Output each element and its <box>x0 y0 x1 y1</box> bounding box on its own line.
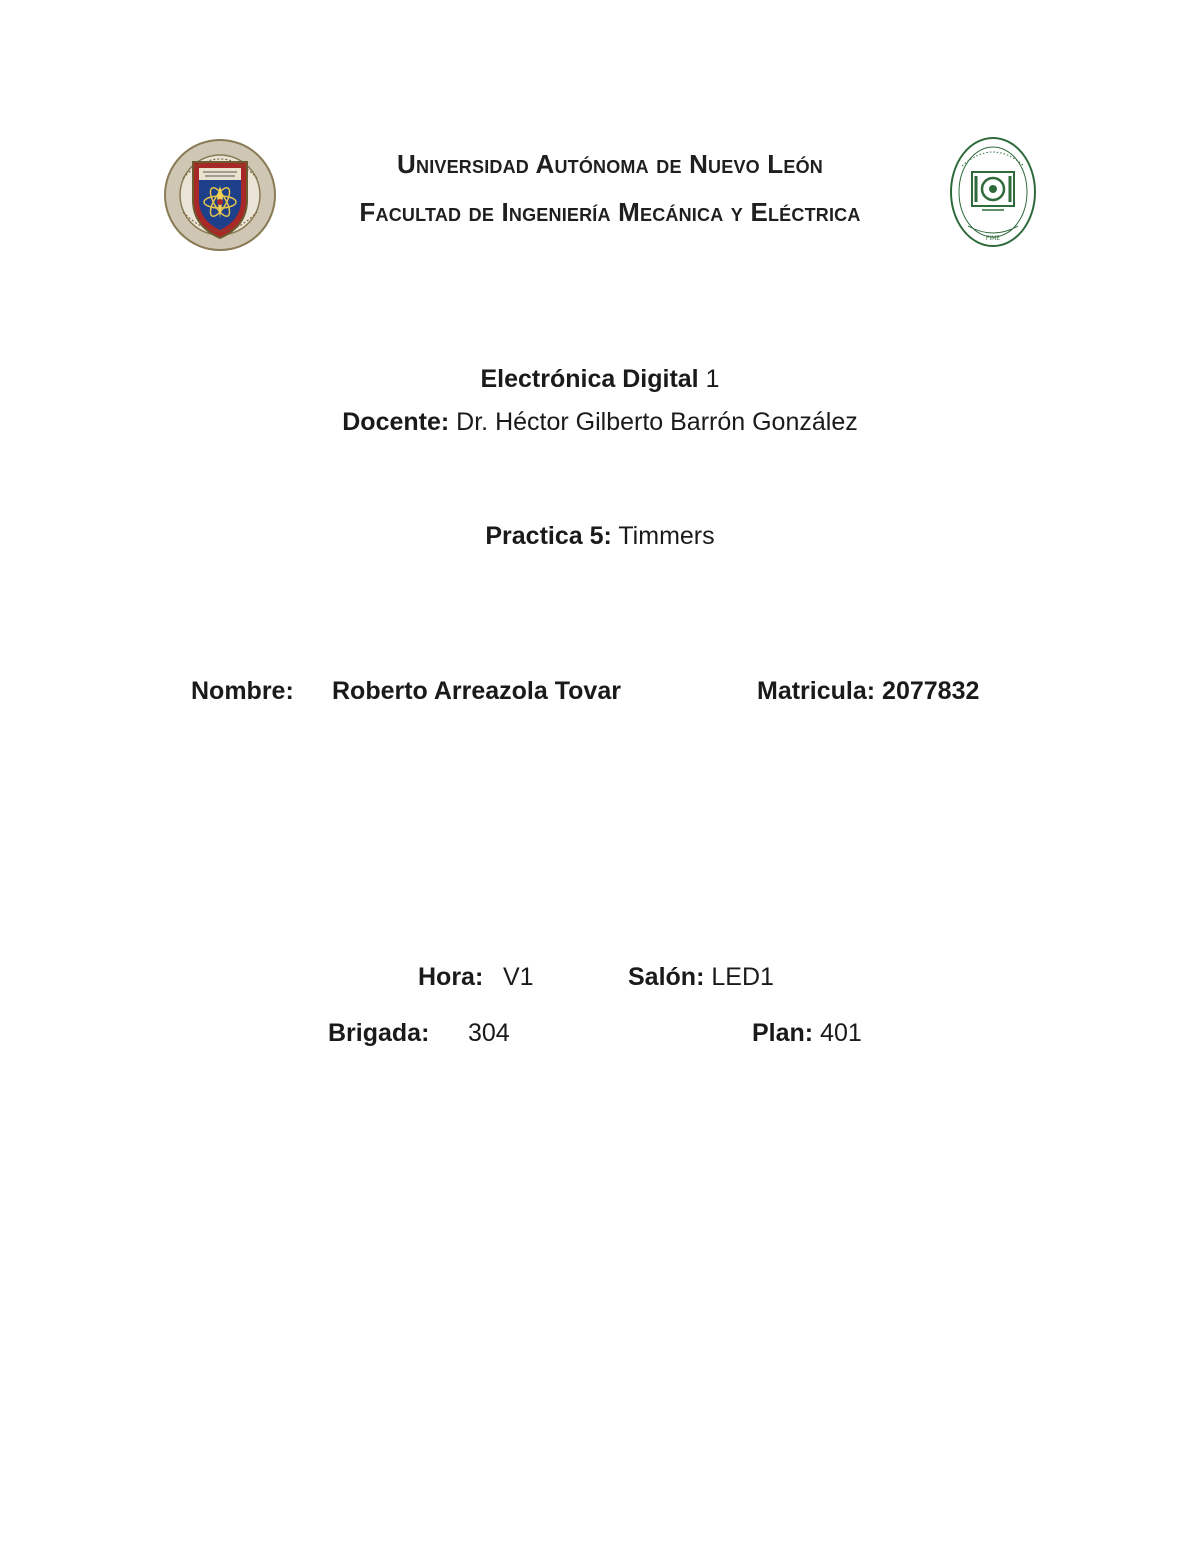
faculty-heading: Facultad de Ingeniería Mecánica y Eléctrica <box>359 197 861 227</box>
teacher-line: Docente: Dr. Héctor Gilberto Barrón González <box>342 408 858 436</box>
hour-value: V1 <box>503 963 534 991</box>
fime-seal-icon <box>948 136 1038 252</box>
plan-line: Plan: 401 <box>752 1019 862 1047</box>
brigade-label: Brigada: <box>328 1019 430 1047</box>
course-title: Electrónica Digital 1 <box>480 365 720 393</box>
university-heading: Universidad Autónoma de Nuevo León <box>397 149 823 179</box>
hour-label: Hora: <box>418 963 484 991</box>
room-line: Salón: LED1 <box>628 963 774 991</box>
practice-line: Practica 5: Timmers <box>485 522 715 550</box>
name-label: Nombre: <box>191 677 294 705</box>
brigade-value: 304 <box>468 1019 510 1047</box>
uanl-seal-icon <box>163 138 277 252</box>
student-name: Roberto Arreazola Tovar <box>332 677 621 705</box>
student-id-line: Matricula: 2077832 <box>757 677 980 705</box>
svg-text:FIME: FIME <box>985 235 1001 242</box>
